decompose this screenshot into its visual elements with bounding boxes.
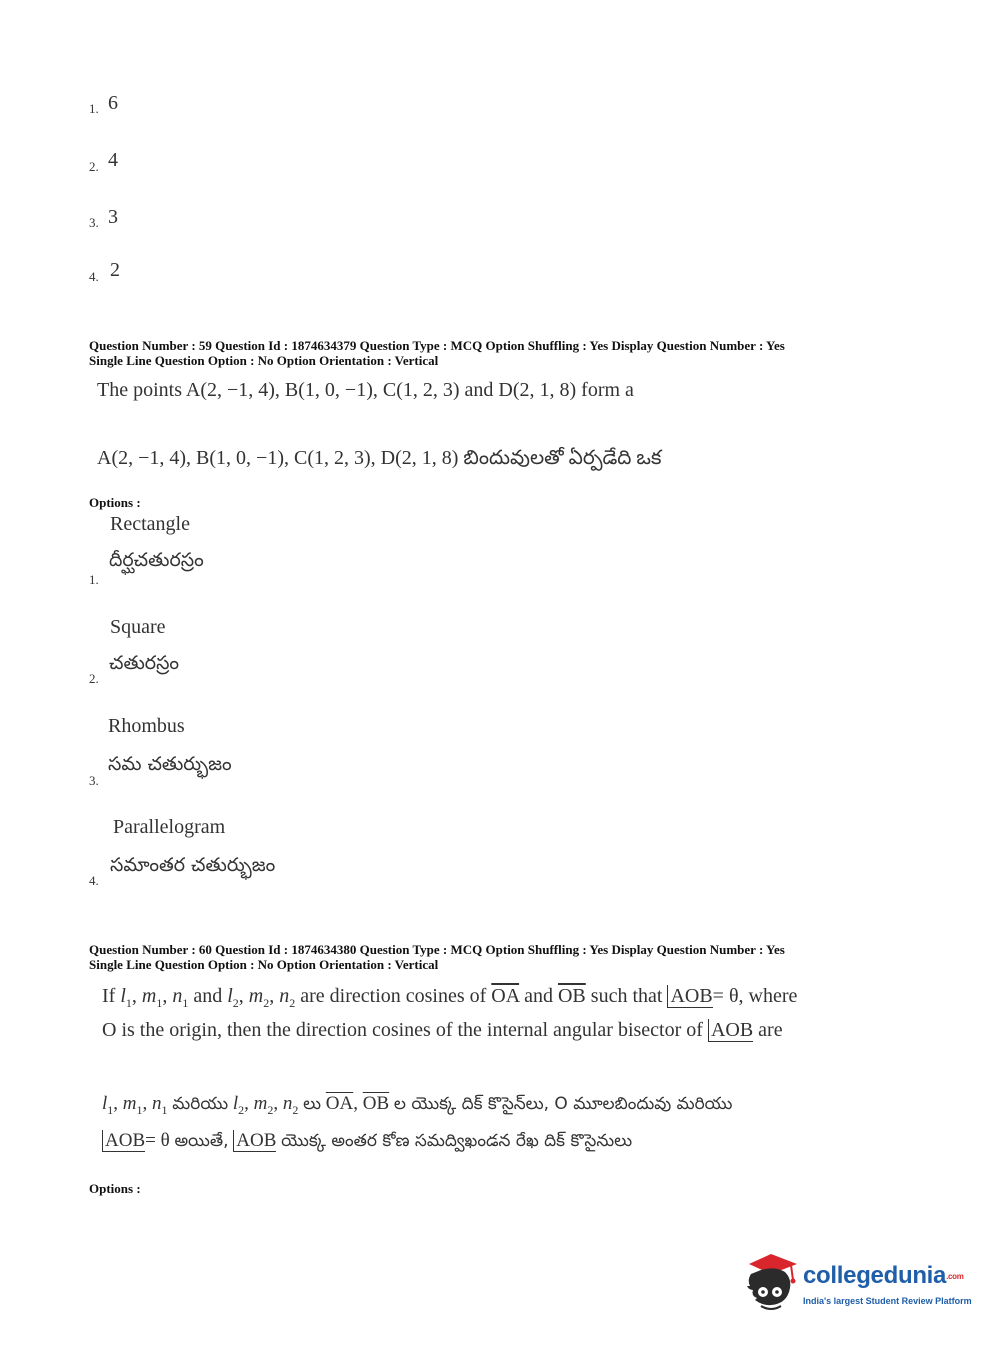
m2: m — [253, 1093, 268, 1114]
option-text-telugu: సమ చతుర్భుజం — [108, 753, 232, 775]
sub: 2 — [263, 996, 270, 1010]
option-2[interactable] — [89, 616, 489, 696]
sub: 2 — [232, 996, 239, 1010]
sub: 1 — [161, 1102, 168, 1117]
m2: m — [248, 985, 264, 1007]
option-text-english: Rectangle — [110, 513, 190, 535]
option-number: 3. — [89, 773, 99, 788]
option-number: 4. — [89, 269, 99, 284]
option-text-telugu: దీర్ఘచతురస్రం — [109, 549, 204, 571]
question-text-english-line-1: If $l_1$, $m_1$, $n_1$ and $l_2$, $m_2$, $n_2$ are direction cosines of $\overline{OA}$ and $\overline{OB}$ such that AOB= θ, where — [102, 985, 798, 1010]
sub: 2 — [238, 1102, 245, 1117]
option-text-english: Rhombus — [108, 715, 185, 737]
collegedunia-logo — [741, 1248, 971, 1318]
text-line2: O is the origin, then the direction cosines of the internal angular bisector of — [102, 1019, 703, 1041]
option-text-telugu: సమాంతర చతుర్భుజం — [110, 854, 276, 876]
option-1[interactable] — [89, 513, 489, 593]
logo-name — [803, 1262, 964, 1290]
sub: 2 — [292, 1102, 299, 1117]
option-text-english: Square — [110, 616, 166, 638]
text-eq-theta: = θ — [712, 985, 739, 1007]
text-are: are — [758, 1019, 783, 1041]
text-mariyu: మరియు — [172, 1094, 229, 1114]
text-are-dc-of: are direction cosines of — [300, 985, 487, 1007]
l2: l — [232, 1093, 239, 1114]
text-lu: లు — [303, 1094, 322, 1114]
vector-ob: $\overline{OB}$ — [557, 985, 586, 1007]
option-value: 3 — [108, 206, 118, 228]
sub: 1 — [156, 996, 163, 1010]
question-text-english: The points A(2, −1, 4), B(1, 0, −1), C(1, 2, 3) and D(2, 1, 8) form a — [97, 379, 634, 401]
text-and: and — [193, 985, 223, 1007]
m1: m — [122, 1093, 137, 1114]
option-text-telugu: చతురస్రం — [109, 652, 180, 674]
angle-aob: AOB — [102, 1130, 145, 1152]
sub: 1 — [125, 996, 132, 1010]
option-value: 6 — [108, 92, 118, 114]
l1: l — [120, 985, 126, 1007]
question-meta-line-1: Question Number : 59 Question Id : 1874634379 Question Type : MCQ Option Shuffling : Yes Display Question Number : Yes — [89, 338, 785, 353]
angle-aob: AOB — [667, 985, 712, 1008]
option-number: 1. — [89, 101, 99, 116]
text-and: and — [524, 985, 553, 1007]
question-meta-line-2: Single Line Question Option : No Option Orientation : Vertical — [89, 957, 439, 972]
text-ayithe: అయితే, — [174, 1131, 229, 1151]
question-text-english-line-2 — [102, 1019, 783, 1042]
n1: n — [152, 1093, 162, 1114]
logo-com: .com — [946, 1272, 964, 1282]
angle-aob: AOB — [233, 1130, 276, 1152]
option-number: 1. — [89, 572, 99, 587]
n2: n — [282, 1093, 293, 1114]
options-label: Options : — [89, 1181, 141, 1196]
sub: 2 — [289, 996, 296, 1010]
text-such-that: such that — [590, 985, 663, 1007]
option-4[interactable] — [89, 816, 489, 896]
option-3[interactable] — [89, 715, 489, 795]
text-eq-theta: = θ — [145, 1130, 170, 1151]
question-text-telugu: A(2, −1, 4), B(1, 0, −1), C(1, 2, 3), D(2, 1, 8) బిందువులతో ఏర్పడేది ఒక — [97, 447, 662, 469]
l2: l — [227, 985, 233, 1007]
sub: 1 — [107, 1102, 114, 1117]
option-value: 2 — [110, 259, 120, 281]
question-meta-line-1: Question Number : 60 Question Id : 1874634380 Question Type : MCQ Option Shuffling : Yes Display Question Number : Yes — [89, 942, 785, 957]
sub: 1 — [182, 996, 189, 1010]
vector-oa: $\overline{OA}$ — [325, 1093, 354, 1114]
text-if: If — [102, 985, 116, 1007]
vector-oa: $\overline{OA}$ — [491, 985, 520, 1007]
m1: m — [141, 985, 157, 1007]
question-text-telugu-line-2 — [102, 1130, 632, 1155]
n2: n — [279, 985, 290, 1007]
sub: 2 — [267, 1102, 274, 1117]
logo-brand: collegedunia — [803, 1262, 947, 1289]
text-rest-1: ల యొక్క దిక్ కొసైన్‌లు, O మూలబిందువు మరియు — [393, 1094, 733, 1114]
n1: n — [172, 985, 183, 1007]
vector-ob: $\overline{OB}$ — [362, 1093, 390, 1114]
option-number: 3. — [89, 215, 99, 230]
l1: l — [102, 1093, 108, 1114]
angle-aob: AOB — [708, 1019, 753, 1042]
option-number: 2. — [89, 159, 99, 174]
option-text-english: Parallelogram — [113, 816, 226, 838]
option-number: 4. — [89, 873, 99, 888]
option-value: 4 — [108, 149, 118, 171]
option-number: 2. — [89, 671, 99, 686]
mascot-icon — [741, 1250, 801, 1314]
sub: 1 — [136, 1102, 143, 1117]
question-meta-line-2: Single Line Question Option : No Option Orientation : Vertical — [89, 353, 439, 368]
options-label: Options : — [89, 495, 141, 510]
logo-tagline: India's largest Student Review Platform — [803, 1296, 972, 1306]
question-text-telugu-line-1: $l_1$, $m_1$, $n_1$ మరియు $l_2$, $m_2$, $n_2$ లు $\overline{OA}$, $\overline{OB}$ ల యొక్క దిక్ కొసైన్‌లు, O మూలబిందువు మరియు — [102, 1093, 733, 1117]
text-where: , where — [738, 985, 798, 1007]
text-rest-2: యొక్క అంతర కోణ సమద్విఖండన రేఖ దిక్ కొసైనులు — [281, 1131, 633, 1151]
